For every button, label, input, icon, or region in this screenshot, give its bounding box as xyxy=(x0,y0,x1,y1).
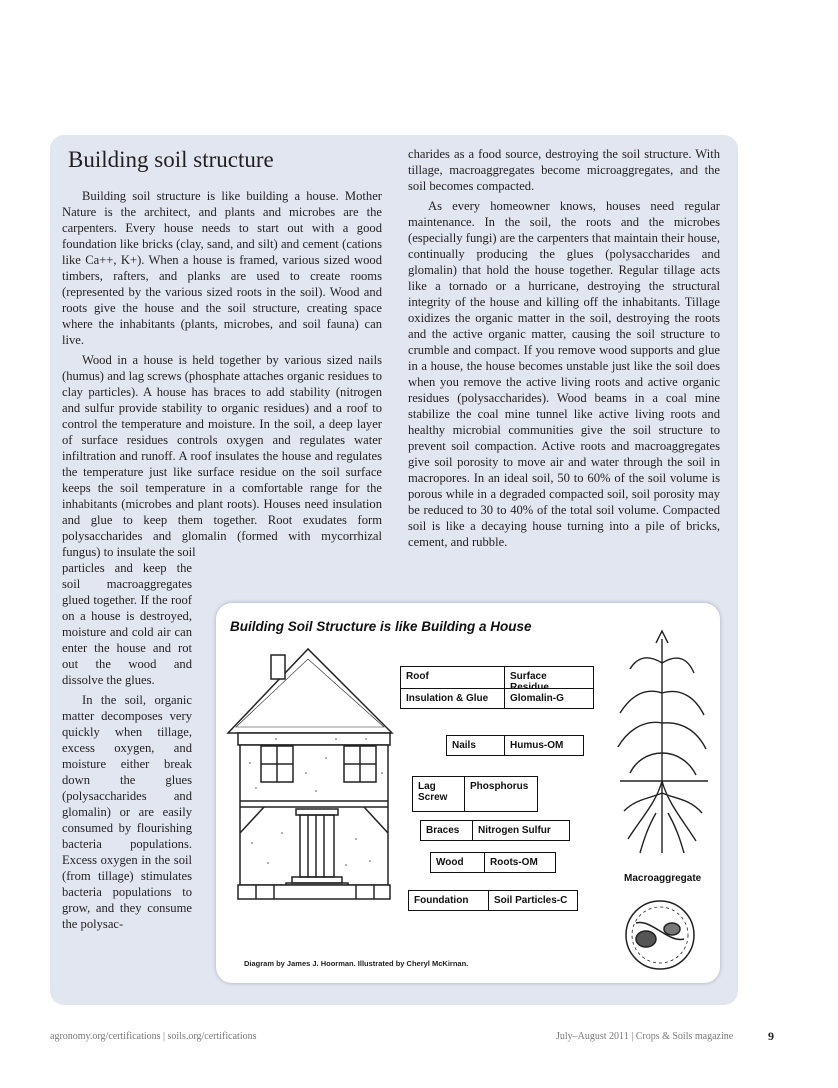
paragraph: Wood in a house is held together by various sized nails (humus) and lag screws (phosphate attaches organic residues to clay particles). A house has braces to add stability (nitrogen and sulfur provide stability to organic residues) and a roof to control the temperature and moisture. In the soil, a deep layer of surface residues controls oxygen and regulates water infiltration and runoff. A roof insulates the house and regulates the temperature just like surface residue on the soil surface keeps the soil temperature in a comfortable range for the inhabitants (microbes and plant roots). Houses need insulation and glue to keep them together. Root exudates form polysaccharides and glomalin (formed with mycorrhizal fungus) to insulate the soil xyxy=(62,353,382,559)
house-part: Lag Screw xyxy=(413,777,465,811)
footer-left: agronomy.org/certifications | soils.org/certifications xyxy=(50,1031,257,1042)
figure-title: Building Soil Structure is like Building a House xyxy=(230,619,532,634)
paragraph: Building soil structure is like building a house. Mother Nature is the architect, and plants and microbes are the carpenters. Every house needs to start out with a good foundation like bricks (clay, sand, and silt) and cement (cations like Ca++, K+). When a house is framed, various sized wood timbers, rafters, and planks are used to create rooms (represented by the various sized roots in the soil). Wood and roots give the house and the soil structure, creating space where the inhabitants (plants, microbes, and soil fauna) can live. xyxy=(62,189,382,347)
soil-part: Roots-OM xyxy=(490,857,538,868)
soil-part: Phosphorus xyxy=(470,781,529,792)
right-column xyxy=(408,146,720,550)
paragraph: charides as a food source, destroying the soil structure. With tillage, macroaggregates become microaggregates, and the soil becomes compacted. xyxy=(408,147,720,193)
paragraph: As every homeowner knows, houses need regular maintenance. In the soil, the roots and the microbes (especially fungi) are the carpenters that maintain their house, continually producing the glues (polysaccharides and glomalin) that hold the house together. Regular tillage acts like a tornado or a hurricane, destroying the structural integrity of the house and killing off the inhabitants. Tillage oxidizes the organic matter in the soil, destroying the roots and the active organic matter, causing the soil structure to crumble and compact. If you remove wood supports and glue in a house, the house becomes unstable just like the soil does when you remove the active living roots and active organic residues (polysaccharides). Wood beams in a coal mine stabilize the coal mine tunnel like active living roots and healthy microbial communities give the soil structure to prevent soil compaction. Active roots and macroaggregates give soil porosity to move air and water through the soil in macropores. In an ideal soil, 50 to 60% of the soil volume is porous while in a degraded compacted soil, soil porosity may be reduced to 30 to 40% of the total soil volume. Compacted soil is like a decaying house turning into a pile of bricks, cement, and rubble. xyxy=(408,199,720,549)
footer-right: July–August 2011 | Crops & Soils magazine xyxy=(556,1031,734,1042)
house-part: Braces xyxy=(421,821,473,840)
house-part: Roof xyxy=(401,667,505,697)
paragraph: particles and keep the soil macroaggregates glued together. If the roof on a house is destroyed, moisture and cold air can enter the house and rot out the wood and dissolve the glues. xyxy=(62,561,192,687)
figure-credit: Diagram by James J. Hoorman. Illustrated by Cheryl McKirnan. xyxy=(244,959,469,968)
corn-plant-illustration xyxy=(216,603,720,983)
soil-part: Nitrogen Sulfur xyxy=(478,825,551,836)
page-number: 9 xyxy=(768,1029,774,1043)
macroaggregate-label: Macroaggregate xyxy=(624,873,702,884)
house-part: Foundation xyxy=(409,891,489,910)
house-part: Nails xyxy=(447,736,505,755)
paragraph: In the soil, organic matter decomposes very quickly when tillage, excess oxygen, and moisture either break down the glues (polysaccharides and glomalin) or are easily consumed by flourishing bacteria populations. Excess oxygen in the soil (from tillage) stimulates bacteria populations to grow, and they consume the polysac- xyxy=(62,693,192,931)
house-part: Wood xyxy=(431,853,485,872)
house-part: Insulation & Glue xyxy=(401,689,505,708)
soil-part: Glomalin-G xyxy=(510,693,564,704)
soil-part: Soil Particles-C xyxy=(494,895,568,906)
soil-part: Surface xyxy=(510,671,547,682)
figure-box xyxy=(216,603,720,983)
article-title: Building soil structure xyxy=(68,147,274,172)
soil-part: Humus-OM xyxy=(510,740,564,751)
